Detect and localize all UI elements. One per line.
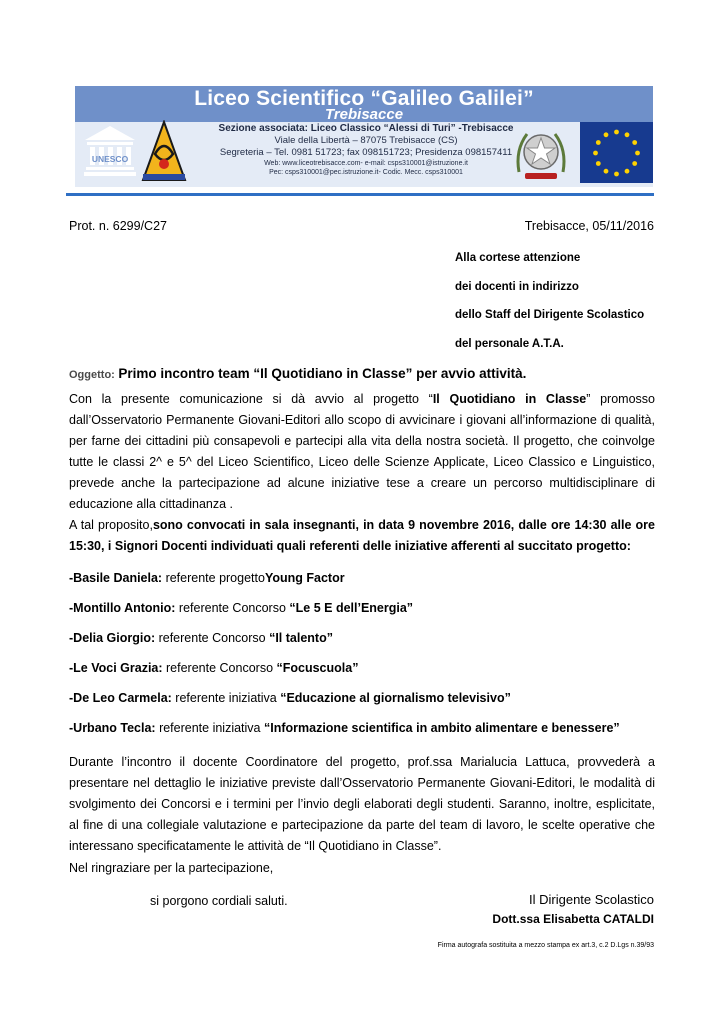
school-phones: Segreteria – Tel. 0981 51723; fax 098151723; Presidenza 098157411	[219, 147, 513, 158]
referent-item	[69, 570, 345, 586]
addressee-line: Alla cortese attenzione	[455, 252, 581, 264]
subject-text: Primo incontro team “Il Quotidiano in Classe” per avvio attività.	[118, 366, 527, 381]
referent-name: -De Leo Carmela:	[69, 691, 172, 705]
referent-role: referente Concorso	[155, 631, 270, 645]
school-logo-icon	[141, 120, 187, 184]
signatory-role: Il Dirigente Scolastico	[529, 892, 654, 907]
meeting-paragraph: Durante l’incontro il docente Coordinatore del progetto, prof.ssa Marialucia Lattuca, provvederà a presentare nel dettaglio le iniziative previste dall’Osservatorio Permanente Giovani-Editori, le modalità di svolgimento dei Concorsi e i termini per l’invio degli elaborati degli studenti. Saranno, inoltre, esplicitate, al fine di una collegiale valutazione e partecipazione da parte del team di lavoro, le scelte operative che interessano specificatamente le attività de “Il Quotidiano in Classe”.	[69, 755, 655, 853]
intro-paragraph	[69, 389, 655, 515]
protocol-number: Prot. n. 6299/C27	[69, 219, 167, 233]
referent-item	[69, 660, 358, 676]
school-address: Viale della Libertà – 87075 Trebisacce (CS)	[274, 135, 458, 146]
letterhead	[75, 86, 653, 187]
school-name: Liceo Scientifico “Galileo Galilei”	[194, 87, 534, 110]
eu-flag-icon	[580, 122, 653, 183]
referent-name: -Basile Daniela:	[69, 571, 163, 585]
referent-initiative: Young Factor	[264, 571, 345, 585]
letter-date: Trebisacce, 05/11/2016	[524, 219, 654, 233]
referent-initiative: “Le 5 E dell’Energia”	[289, 601, 414, 615]
referent-initiative: “Informazione scientifica in ambito alimentare e benessere”	[263, 721, 620, 735]
school-pec: Pec: csps310001@pec.istruzione.it- Codic. Mecc. csps310001	[269, 169, 463, 176]
subject-label: Oggetto:	[69, 369, 115, 381]
referent-role: referente iniziativa	[171, 691, 281, 705]
signature-footnote: Firma autografa sostituita a mezzo stampa ex art.3, c.2 D.Lgs n.39/93	[437, 942, 654, 949]
referent-initiative: “Il talento”	[269, 631, 333, 645]
referent-item	[69, 720, 620, 736]
referent-item	[69, 600, 413, 616]
school-town: Trebisacce	[324, 106, 404, 123]
thanks-line: Nel ringraziare per la partecipazione,	[69, 861, 274, 875]
unesco-logo-icon	[81, 122, 139, 180]
referent-name: -Urbano Tecla:	[69, 721, 156, 735]
associated-section: Sezione associata: Liceo Classico “Alessi di Turi” -Trebisacce	[218, 123, 514, 134]
referent-role: referente Concorso	[175, 601, 290, 615]
intro-text-rest: ” promosso dall’Osservatorio Permanente Giovani-Editori allo scopo di avvicinare i giovani all’informazione di qualità, per farne dei cittadini più consapevoli e partecipi alla vita della nostra società. Il progetto, che coinvolge tutte le classi 2^ e 5^ del Liceo Scientifico, Liceo delle Scienze Applicate, Liceo Classico e Linguistico, prevede anche la partecipazione ad alcune iniziative tese a creare un percorso multidisciplinare di educazione alla cittadinanza .	[69, 392, 655, 511]
referent-name: -Le Voci Grazia:	[69, 661, 163, 675]
addressee-line: dei docenti in indirizzo	[455, 281, 579, 293]
unesco-logo-text: UNESCO	[91, 154, 129, 164]
referent-item	[69, 690, 511, 706]
school-web-email: Web: www.liceotrebisacce.com- e-mail: csps310001@istruzione.it	[264, 160, 468, 167]
project-name: Il Quotidiano in Classe	[432, 392, 587, 406]
addressee-line: del personale A.T.A.	[455, 338, 564, 350]
referent-role: referente iniziativa	[155, 721, 264, 735]
convocation-details: sono convocati in sala insegnanti, in data 9 novembre 2016, dalle ore 14:30 alle ore 15:30, i Signori Docenti individuati quali referenti delle iniziative afferenti al succitato progetto:	[69, 518, 655, 553]
referent-role: referente progetto	[162, 571, 265, 585]
school-contacts	[193, 123, 539, 177]
convocation-lead: A tal proposito,	[69, 518, 153, 532]
referent-name: -Delia Giorgio:	[69, 631, 156, 645]
referent-name: -Montillo Antonio:	[69, 601, 176, 615]
signatory-name: Dott.ssa Elisabetta CATALDI	[492, 912, 654, 926]
subject-line	[69, 366, 526, 383]
addressee-line: dello Staff del Dirigente Scolastico	[455, 309, 645, 321]
greetings-line: si porgono cordiali saluti.	[150, 894, 288, 908]
intro-text-start: Con la presente comunicazione si dà avvio al progetto “	[69, 392, 433, 406]
referent-role: referente Concorso	[162, 661, 277, 675]
italian-emblem-icon	[513, 124, 569, 184]
referent-item	[69, 630, 333, 646]
referent-initiative: “Educazione al giornalismo televisivo”	[280, 691, 511, 705]
referent-initiative: “Focuscuola”	[276, 661, 359, 675]
convocation-paragraph	[69, 515, 655, 557]
letterhead-divider	[66, 193, 654, 196]
